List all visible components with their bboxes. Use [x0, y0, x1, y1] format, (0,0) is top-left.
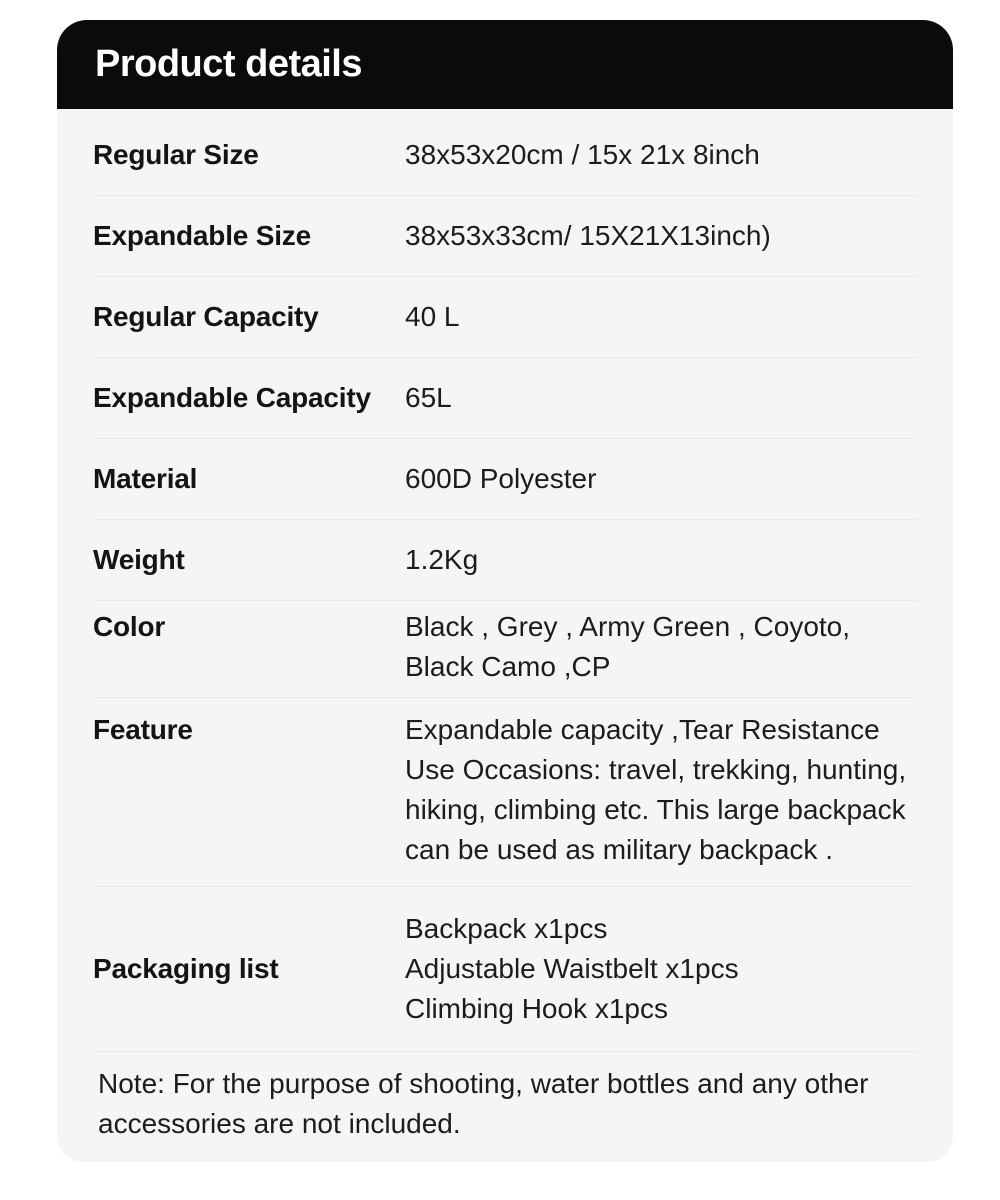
- spec-value-line: Black , Grey , Army Green , Coyoto,: [405, 611, 851, 642]
- spec-value-line: Use Occasions: travel, trekking, hunting,: [405, 754, 907, 785]
- spec-value-line: Climbing Hook x1pcs: [405, 993, 668, 1024]
- spec-row: [93, 276, 917, 357]
- product-details-card: [57, 20, 953, 1162]
- spec-value: [405, 540, 917, 580]
- spec-value-line: can be used as military backpack .: [405, 834, 833, 865]
- spec-label: Weight: [93, 544, 185, 575]
- spec-value: [405, 378, 917, 418]
- spec-value: [405, 297, 917, 337]
- spec-value: [405, 909, 917, 1029]
- spec-label: Color: [93, 611, 166, 642]
- spec-label: Regular Capacity: [93, 301, 319, 332]
- spec-row: [93, 886, 917, 1051]
- spec-value-line: Backpack x1pcs: [405, 913, 608, 944]
- spec-value: [405, 459, 917, 499]
- spec-rows: [93, 109, 917, 1051]
- spec-label: Regular Size: [93, 139, 259, 170]
- spec-row: [93, 600, 917, 697]
- spec-value-line: 65L: [405, 382, 452, 413]
- spec-label: Packaging list: [93, 953, 279, 984]
- spec-label: Expandable Size: [93, 220, 311, 251]
- spec-row: [93, 357, 917, 438]
- spec-value-line: Expandable capacity ,Tear Resistance: [405, 714, 880, 745]
- spec-value-line: hiking, climbing etc. This large backpack: [405, 794, 906, 825]
- spec-row: [93, 195, 917, 276]
- spec-value-line: 38x53x20cm / 15x 21x 8inch: [405, 139, 760, 170]
- spec-value-line: Adjustable Waistbelt x1pcs: [405, 953, 739, 984]
- spec-row: [93, 438, 917, 519]
- spec-label: Feature: [93, 714, 193, 745]
- spec-row: [93, 697, 917, 886]
- spec-row: [93, 109, 917, 195]
- spec-value-line: Black Camo ,CP: [405, 651, 611, 682]
- spec-value: [405, 607, 917, 687]
- spec-label: Material: [93, 463, 198, 494]
- note-text: Note: For the purpose of shooting, water bottles and any other accessories are not included.: [98, 1068, 869, 1139]
- spec-value: [405, 710, 917, 870]
- spec-value: [405, 216, 917, 256]
- spec-value-line: 1.2Kg: [405, 544, 479, 575]
- spec-row: [93, 519, 917, 600]
- spec-table: [57, 109, 953, 1162]
- spec-label: Expandable Capacity: [93, 382, 371, 413]
- spec-value: [405, 135, 917, 175]
- card-header: [57, 20, 953, 109]
- spec-value-line: 600D Polyester: [405, 463, 597, 494]
- spec-value-line: 40 L: [405, 301, 460, 332]
- note-row: [93, 1051, 917, 1152]
- spec-value-line: 38x53x33cm/ 15X21X13inch): [405, 220, 771, 251]
- page-title: Product details: [95, 43, 362, 85]
